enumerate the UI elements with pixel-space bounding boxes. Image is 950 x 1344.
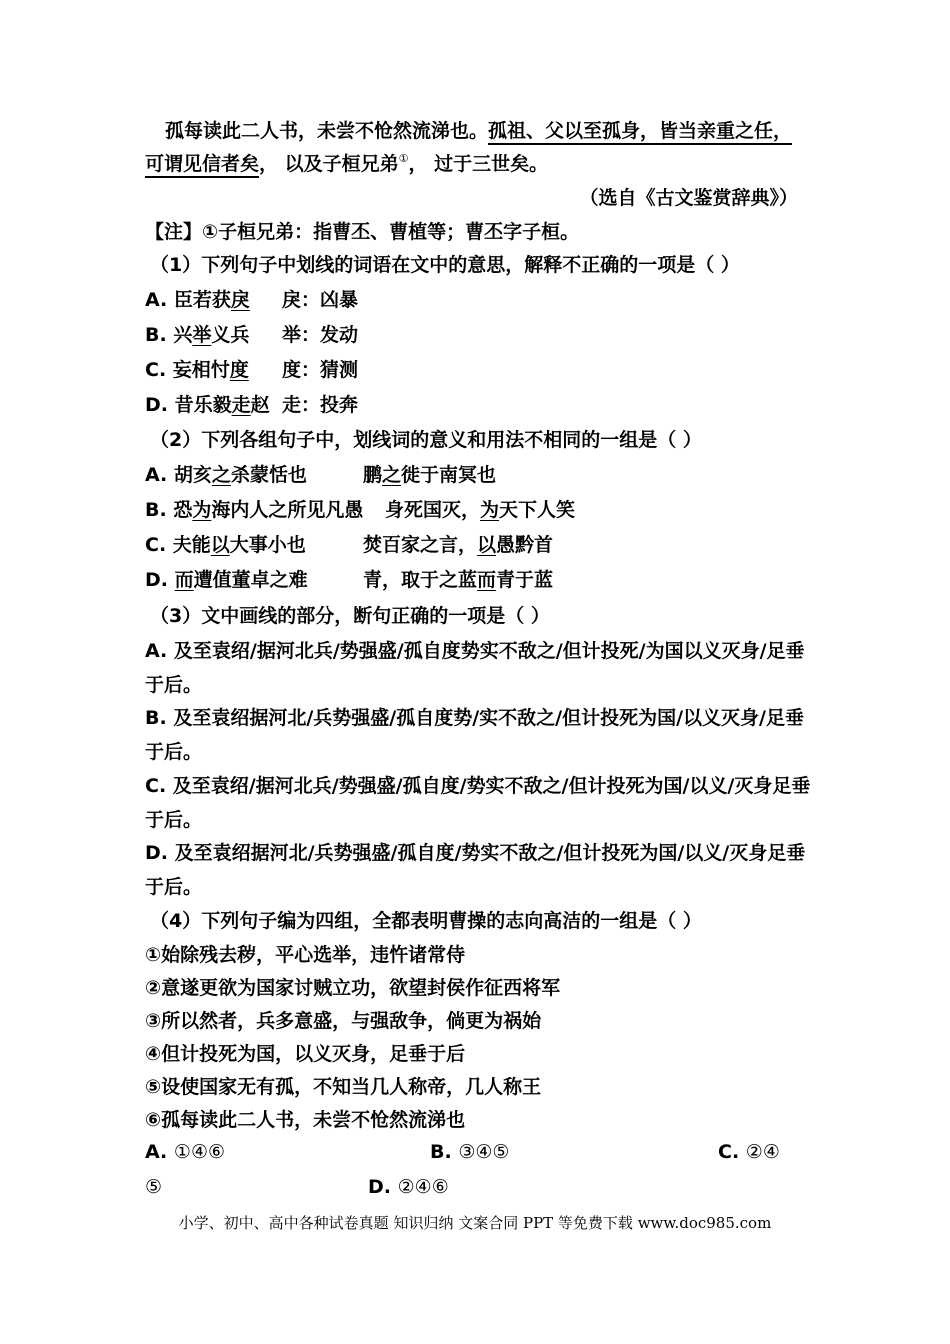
q3-stem: （3）文中画线的部分，断句正确的一项是（ ） [150,605,550,627]
q4-item-5: ⑤设使国家无有孤，不知当几人称帝，几人称王 [145,1076,542,1098]
q2-option-a: A. 胡亥之杀蒙恬也 鹏之徙于南冥也 [145,464,497,486]
q2-option-c: C. 夫能以大事小也 焚百家之言，以愚黔首 [145,534,554,556]
q4-option-a: A. ①④⑥ [145,1141,226,1163]
passage-source: （选自《古文鉴赏辞典》） [579,187,798,209]
underlined-word: 而 [174,569,194,591]
q4-item-1: ①始除残去秽，平心选举，违忤诸常侍 [145,944,466,966]
underlined-word: 戾 [230,289,250,311]
q1-gloss: 举：发动 [282,324,359,346]
passage-underlined-text: 孤祖、父以至孤身，皆当亲重之任， [488,120,792,145]
underlined-word: 之 [211,464,231,486]
underlined-word: 为 [480,499,500,521]
q2-stem: （2）下列各组句子中，划线词的意义和用法不相同的一组是（ ） [150,429,702,451]
passage-line-2 [145,152,548,176]
underlined-word: 走 [231,394,251,416]
underlined-word: 而 [477,569,497,591]
q4-item-4: ④但计投死为国，以义灭身，足垂于后 [145,1043,466,1065]
q4-option-d: D. ②④⑥ [368,1176,449,1198]
q4-option-c-cont: ⑤ [145,1176,163,1198]
passage-text: ， 过于三世矣。 [408,153,549,175]
q1-gloss: 度：猜测 [282,359,359,381]
q4-item-3: ③所以然者，兵多意盛，与强敌争，倘更为祸始 [145,1010,542,1032]
q4-option-c: C. ②④ [718,1141,780,1163]
q2-option-b: B. 恐为海内人之所见凡愚 身死国灭，为天下人笑 [145,499,576,521]
q3-option-c-cont: 于后。 [145,809,203,831]
q4-option-b: B. ③④⑤ [430,1141,510,1163]
q3-option-d: D. 及至袁绍据河北/兵势强盛/孤自度/势实不敌之/但计投死为国/以义/灭身足垂 [145,842,806,864]
q1-option-d: D. 昔乐毅走赵 走：投奔 [145,394,359,416]
q1-option-a: A. 臣若获戾 戾：凶暴 [145,289,359,311]
q3-option-a: A. 及至袁绍/据河北兵/势强盛/孤自度势实不敌之/但计投死/为国以义灭身/足垂 [145,640,805,662]
q3-option-d-cont: 于后。 [145,876,203,898]
q2-option-d: D. 而遭值董卓之难 青，取于之蓝而青于蓝 [145,569,554,591]
q3-option-a-cont: 于后。 [145,674,203,696]
q3-option-b-cont: 于后。 [145,741,203,763]
page-footer: 小学、初中、高中各种试卷真题 知识归纳 文案合同 PPT 等免费下载 www.doc985.com [178,1214,772,1232]
q1-option-c: C. 妄相忖度 度：猜测 [145,359,359,381]
passage-underlined-text: 可谓见信者矣 [145,153,259,178]
passage-text: 孤每读此二人书，未尝不怆然流涕也。 [165,120,489,142]
underlined-word: 之 [382,464,402,486]
q4-item-2: ②意遂更欲为国家讨贼立功，欲望封侯作征西将军 [145,977,561,999]
underlined-word: 为 [192,499,212,521]
underlined-word: 以 [477,534,497,556]
underlined-word: 举 [192,324,212,346]
passage-text: ， 以及子桓兄弟 [259,153,399,175]
passage-line-1 [165,119,792,143]
q4-stem: （4）下列句子编为四组，全都表明曹操的志向高洁的一组是（ ） [150,910,702,932]
q1-stem: （1）下列句子中划线的词语在文中的意思，解释不正确的一项是（ ） [150,254,740,276]
q1-gloss: 走：投奔 [282,394,359,416]
underlined-word: 度 [229,359,249,381]
underlined-word: 以 [210,534,230,556]
q1-gloss: 戾：凶暴 [282,289,359,311]
footnote-marker: ① [398,152,409,165]
q4-item-6: ⑥孤每读此二人书，未尝不怆然流涕也 [145,1109,466,1131]
q3-option-c: C. 及至袁绍/据河北兵/势强盛/孤自度/势实不敌之/但计投死为国/以义/灭身足垂 [145,775,811,797]
q3-option-b: B. 及至袁绍据河北/兵势强盛/孤自度势/实不敌之/但计投死为国/以义灭身/足垂 [145,707,804,729]
q1-option-b: B. 兴举义兵 举：发动 [145,324,359,346]
passage-note: 【注】①子桓兄弟：指曹丕、曹植等；曹丕字子桓。 [145,221,580,243]
